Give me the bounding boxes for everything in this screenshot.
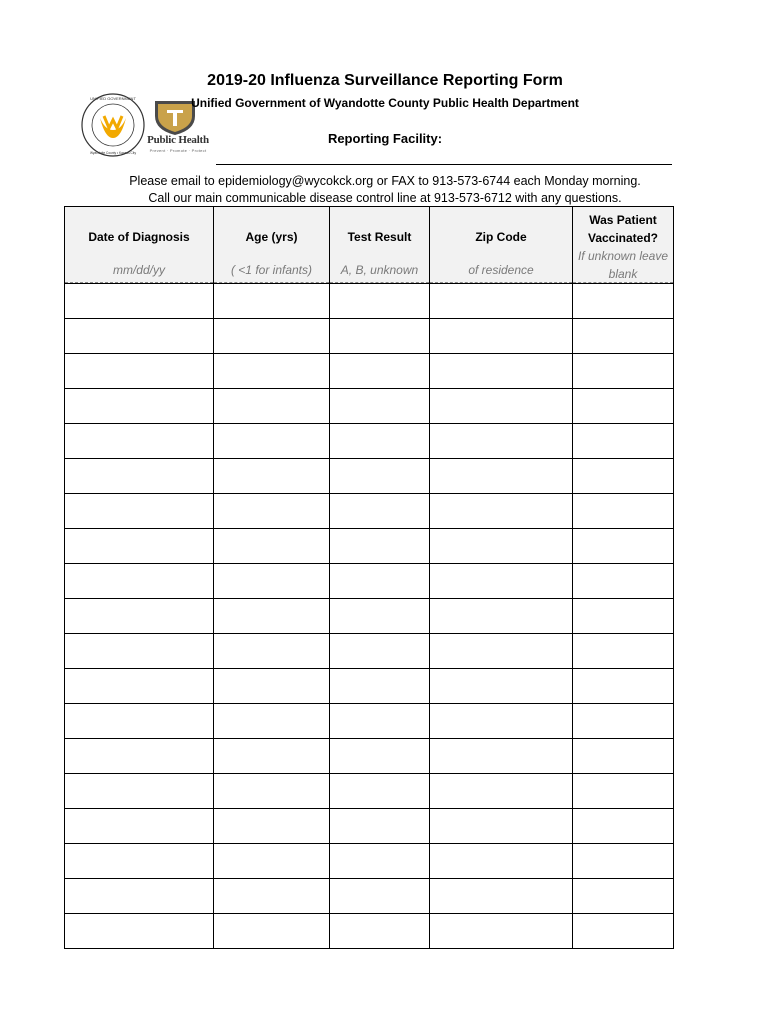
test-result-cell[interactable] [330,739,430,774]
zip-code-cell[interactable] [430,529,573,564]
zip-code-cell[interactable] [430,494,573,529]
table-row [65,634,674,669]
table-row [65,284,674,319]
test-result-cell[interactable] [330,879,430,914]
vaccinated-cell[interactable] [573,809,674,844]
vaccinated-cell[interactable] [573,424,674,459]
test-result-cell[interactable] [330,494,430,529]
table-row [65,459,674,494]
date-of-diagnosis-cell[interactable] [65,599,214,634]
table-row [65,914,674,949]
zip-code-cell[interactable] [430,424,573,459]
age-cell[interactable] [214,459,330,494]
vaccinated-cell[interactable] [573,879,674,914]
table-row [65,389,674,424]
reporting-facility-field[interactable] [216,164,672,165]
age-cell[interactable] [214,704,330,739]
date-of-diagnosis-cell[interactable] [65,529,214,564]
date-of-diagnosis-cell[interactable] [65,739,214,774]
table-row [65,704,674,739]
zip-code-cell[interactable] [430,879,573,914]
column-hint: of residence [468,263,534,277]
table-row [65,494,674,529]
date-of-diagnosis-cell[interactable] [65,564,214,599]
column-header-test-result [330,207,430,284]
age-cell[interactable] [214,494,330,529]
date-of-diagnosis-cell[interactable] [65,704,214,739]
vaccinated-cell[interactable] [573,704,674,739]
test-result-cell[interactable] [330,319,430,354]
svg-text:Wyandotte County • Kansas City: Wyandotte County • Kansas City [89,151,137,155]
zip-code-cell[interactable] [430,319,573,354]
test-result-cell[interactable] [330,284,430,319]
date-of-diagnosis-cell[interactable] [65,844,214,879]
department-subtitle: Unified Government of Wyandotte County Public Health Department [191,96,579,110]
vaccinated-cell[interactable] [573,774,674,809]
zip-code-cell[interactable] [430,354,573,389]
age-cell[interactable] [214,914,330,949]
age-cell[interactable] [214,529,330,564]
column-hint: A, B, unknown [340,263,419,277]
test-result-cell[interactable] [330,704,430,739]
test-result-cell[interactable] [330,844,430,879]
age-cell[interactable] [214,669,330,704]
test-result-cell[interactable] [330,774,430,809]
zip-code-cell[interactable] [430,634,573,669]
vaccinated-cell[interactable] [573,529,674,564]
column-hint: mm/dd/yy [112,263,165,277]
public-health-wordmark: Public Health [147,134,209,146]
zip-code-cell[interactable] [430,774,573,809]
test-result-cell[interactable] [330,424,430,459]
test-result-cell[interactable] [330,809,430,844]
table-row [65,774,674,809]
column-header-vaccinated [573,207,674,284]
age-cell[interactable] [214,634,330,669]
test-result-cell[interactable] [330,354,430,389]
column-header-age [214,207,330,284]
vaccinated-cell[interactable] [573,844,674,879]
column-header-zip-code [430,207,573,284]
column-label: Age (yrs) [245,230,298,244]
vaccinated-cell[interactable] [573,669,674,704]
test-result-cell[interactable] [330,564,430,599]
column-header-date-of-diagnosis [65,207,214,284]
table-header-row [65,207,674,284]
date-of-diagnosis-cell[interactable] [65,389,214,424]
vaccinated-cell[interactable] [573,564,674,599]
table-row [65,599,674,634]
test-result-cell[interactable] [330,599,430,634]
zip-code-cell[interactable] [430,844,573,879]
age-cell[interactable] [214,319,330,354]
date-of-diagnosis-cell[interactable] [65,354,214,389]
age-cell[interactable] [214,424,330,459]
zip-code-cell[interactable] [430,669,573,704]
age-cell[interactable] [214,354,330,389]
vaccinated-cell[interactable] [573,914,674,949]
instruction-email-fax: Please email to epidemiology@wycokck.org or FAX to 913-573-6744 each Monday morning. [129,174,641,188]
vaccinated-cell[interactable] [573,494,674,529]
age-cell[interactable] [214,389,330,424]
column-label: Date of Diagnosis [88,230,190,244]
zip-code-cell[interactable] [430,809,573,844]
public-health-tagline: Prevent · Promote · Protect [149,148,207,153]
vaccinated-cell[interactable] [573,459,674,494]
table-row [65,809,674,844]
test-result-cell[interactable] [330,459,430,494]
date-of-diagnosis-cell[interactable] [65,424,214,459]
reporting-facility-label: Reporting Facility: [327,131,443,146]
date-of-diagnosis-cell[interactable] [65,669,214,704]
vaccinated-cell[interactable] [573,389,674,424]
age-cell[interactable] [214,284,330,319]
table-row [65,424,674,459]
zip-code-cell[interactable] [430,564,573,599]
table-row [65,879,674,914]
zip-code-cell[interactable] [430,599,573,634]
date-of-diagnosis-cell[interactable] [65,774,214,809]
age-cell[interactable] [214,774,330,809]
column-label: Zip Code [475,230,527,244]
column-hint: ( <1 for infants) [230,263,313,277]
zip-code-cell[interactable] [430,389,573,424]
test-result-cell[interactable] [330,529,430,564]
table-row [65,319,674,354]
surveillance-table [64,206,674,949]
age-cell[interactable] [214,564,330,599]
svg-text:UNIFIED GOVERNMENT: UNIFIED GOVERNMENT [90,96,136,101]
vaccinated-cell[interactable] [573,739,674,774]
test-result-cell[interactable] [330,634,430,669]
date-of-diagnosis-cell[interactable] [65,914,214,949]
date-of-diagnosis-cell[interactable] [65,284,214,319]
vaccinated-cell[interactable] [573,284,674,319]
date-of-diagnosis-cell[interactable] [65,459,214,494]
vaccinated-cell[interactable] [573,319,674,354]
column-label: Was Patient Vaccinated? [587,213,659,245]
test-result-cell[interactable] [330,914,430,949]
column-label: Test Result [347,230,412,244]
zip-code-cell[interactable] [430,704,573,739]
date-of-diagnosis-cell[interactable] [65,494,214,529]
zip-code-cell[interactable] [430,459,573,494]
age-cell[interactable] [214,739,330,774]
vaccinated-cell[interactable] [573,634,674,669]
vaccinated-cell[interactable] [573,599,674,634]
zip-code-cell[interactable] [430,739,573,774]
zip-code-cell[interactable] [430,284,573,319]
column-hint: If unknown leave blank [577,249,669,281]
date-of-diagnosis-cell[interactable] [65,319,214,354]
table-row [65,739,674,774]
zip-code-cell[interactable] [430,914,573,949]
test-result-cell[interactable] [330,669,430,704]
form-title: 2019-20 Influenza Surveillance Reporting Form [207,72,563,89]
test-result-cell[interactable] [330,389,430,424]
table-row [65,354,674,389]
age-cell[interactable] [214,879,330,914]
date-of-diagnosis-cell[interactable] [65,634,214,669]
age-cell[interactable] [214,599,330,634]
table-row [65,844,674,879]
age-cell[interactable] [214,844,330,879]
vaccinated-cell[interactable] [573,354,674,389]
date-of-diagnosis-cell[interactable] [65,879,214,914]
age-cell[interactable] [214,809,330,844]
date-of-diagnosis-cell[interactable] [65,809,214,844]
table-row [65,564,674,599]
table-row [65,529,674,564]
table-row [65,669,674,704]
instruction-phone: Call our main communicable disease control line at 913-573-6712 with any questions. [148,191,622,205]
